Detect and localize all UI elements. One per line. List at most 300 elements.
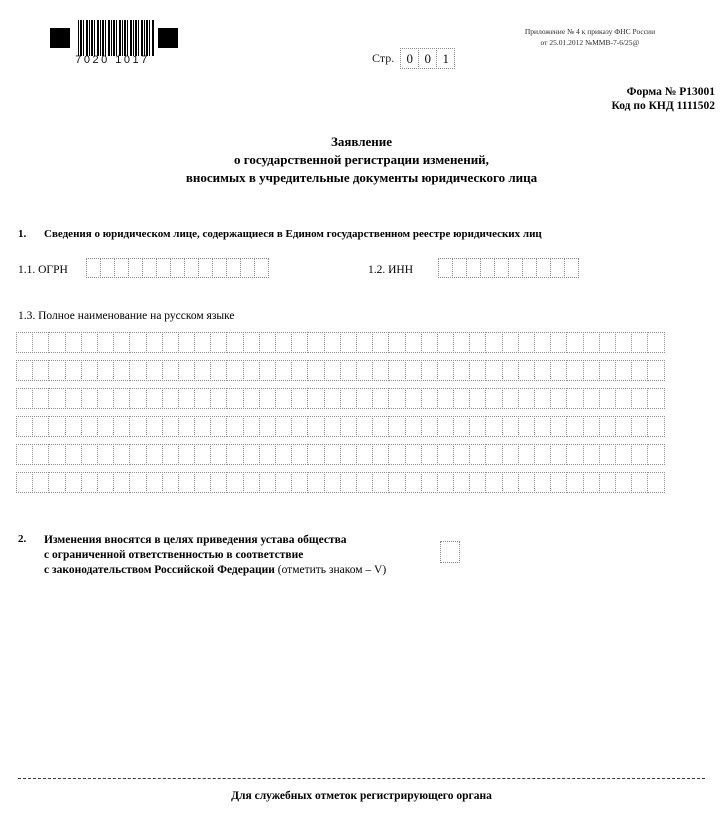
- full-name-cell[interactable]: [97, 332, 114, 353]
- full-name-row[interactable]: [16, 444, 664, 465]
- full-name-cell[interactable]: [194, 472, 211, 493]
- full-name-cell[interactable]: [388, 332, 405, 353]
- full-name-cell[interactable]: [421, 416, 438, 437]
- full-name-cell[interactable]: [631, 416, 648, 437]
- full-name-cell[interactable]: [275, 388, 292, 409]
- full-name-cell[interactable]: [291, 472, 308, 493]
- full-name-cell[interactable]: [65, 360, 82, 381]
- full-name-cell[interactable]: [485, 388, 502, 409]
- full-name-cell[interactable]: [485, 360, 502, 381]
- inn-cell[interactable]: [494, 258, 509, 278]
- full-name-cell[interactable]: [113, 416, 130, 437]
- full-name-cell[interactable]: [146, 472, 163, 493]
- full-name-cell[interactable]: [485, 472, 502, 493]
- inn-input[interactable]: [438, 258, 578, 278]
- full-name-cell[interactable]: [97, 472, 114, 493]
- full-name-cell[interactable]: [502, 472, 519, 493]
- full-name-cell[interactable]: [291, 360, 308, 381]
- full-name-cell[interactable]: [340, 472, 357, 493]
- full-name-cell[interactable]: [162, 388, 179, 409]
- page-number-digit[interactable]: 1: [436, 48, 455, 69]
- full-name-cell[interactable]: [469, 416, 486, 437]
- full-name-cell[interactable]: [81, 388, 98, 409]
- full-name-cell[interactable]: [113, 444, 130, 465]
- full-name-cell[interactable]: [388, 388, 405, 409]
- full-name-cell[interactable]: [615, 472, 632, 493]
- ogrn-cell[interactable]: [156, 258, 171, 278]
- full-name-cell[interactable]: [518, 360, 535, 381]
- inn-label: 1.2. ИНН: [368, 264, 414, 276]
- full-name-cell[interactable]: [615, 444, 632, 465]
- full-name-cell[interactable]: [566, 472, 583, 493]
- full-name-cell[interactable]: [453, 472, 470, 493]
- full-name-cell[interactable]: [226, 332, 243, 353]
- full-name-cell[interactable]: [340, 388, 357, 409]
- barcode-bars-icon: [78, 20, 154, 56]
- appendix-note: [465, 26, 715, 48]
- full-name-cell[interactable]: [502, 332, 519, 353]
- full-name-cell[interactable]: [534, 360, 551, 381]
- full-name-cell[interactable]: [210, 360, 227, 381]
- full-name-cell[interactable]: [485, 444, 502, 465]
- full-name-cell[interactable]: [421, 444, 438, 465]
- full-name-cell[interactable]: [210, 388, 227, 409]
- full-name-cell[interactable]: [453, 360, 470, 381]
- full-name-cell[interactable]: [583, 388, 600, 409]
- full-name-cell[interactable]: [16, 360, 33, 381]
- full-name-cell[interactable]: [291, 444, 308, 465]
- full-name-cell[interactable]: [356, 416, 373, 437]
- full-name-cell[interactable]: [129, 444, 146, 465]
- full-name-cell[interactable]: [259, 444, 276, 465]
- full-name-cell[interactable]: [178, 388, 195, 409]
- full-name-cell[interactable]: [421, 360, 438, 381]
- full-name-cell[interactable]: [129, 388, 146, 409]
- full-name-cell[interactable]: [453, 444, 470, 465]
- full-name-cell[interactable]: [647, 388, 664, 409]
- full-name-cell[interactable]: [437, 388, 454, 409]
- full-name-cell[interactable]: [599, 444, 616, 465]
- full-name-cell[interactable]: [421, 472, 438, 493]
- inn-cell[interactable]: [550, 258, 565, 278]
- full-name-cell[interactable]: [129, 360, 146, 381]
- full-name-cell[interactable]: [48, 416, 65, 437]
- full-name-cell[interactable]: [81, 332, 98, 353]
- full-name-cell[interactable]: [453, 416, 470, 437]
- full-name-cell[interactable]: [194, 416, 211, 437]
- full-name-cell[interactable]: [518, 388, 535, 409]
- full-name-cell[interactable]: [226, 444, 243, 465]
- full-name-cell[interactable]: [178, 416, 195, 437]
- ogrn-cell[interactable]: [100, 258, 115, 278]
- full-name-cell[interactable]: [469, 388, 486, 409]
- full-name-cell[interactable]: [243, 444, 260, 465]
- full-name-cell[interactable]: [405, 444, 422, 465]
- full-name-cell[interactable]: [324, 360, 341, 381]
- full-name-cell[interactable]: [48, 360, 65, 381]
- full-name-cell[interactable]: [65, 444, 82, 465]
- full-name-cell[interactable]: [48, 388, 65, 409]
- full-name-cell[interactable]: [243, 388, 260, 409]
- full-name-cell[interactable]: [437, 332, 454, 353]
- full-name-cell[interactable]: [599, 388, 616, 409]
- full-name-cell[interactable]: [405, 388, 422, 409]
- page-number-field: [372, 48, 454, 69]
- full-name-cell[interactable]: [65, 332, 82, 353]
- full-name-row[interactable]: [16, 472, 664, 493]
- inn-cell[interactable]: [522, 258, 537, 278]
- full-name-cell[interactable]: [226, 416, 243, 437]
- full-name-cell[interactable]: [65, 416, 82, 437]
- full-name-cell[interactable]: [469, 332, 486, 353]
- full-name-cell[interactable]: [615, 416, 632, 437]
- inn-cell[interactable]: [438, 258, 453, 278]
- full-name-cell[interactable]: [550, 388, 567, 409]
- full-name-cell[interactable]: [275, 360, 292, 381]
- full-name-cell[interactable]: [372, 444, 389, 465]
- full-name-cell[interactable]: [259, 360, 276, 381]
- full-name-cell[interactable]: [518, 416, 535, 437]
- full-name-cell[interactable]: [405, 332, 422, 353]
- full-name-cell[interactable]: [146, 444, 163, 465]
- full-name-cell[interactable]: [518, 472, 535, 493]
- full-name-cell[interactable]: [32, 444, 49, 465]
- full-name-cell[interactable]: [631, 360, 648, 381]
- full-name-cell[interactable]: [178, 444, 195, 465]
- full-name-cell[interactable]: [615, 332, 632, 353]
- full-name-cell[interactable]: [32, 416, 49, 437]
- full-name-cell[interactable]: [48, 444, 65, 465]
- full-name-cell[interactable]: [647, 332, 664, 353]
- full-name-row[interactable]: [16, 388, 664, 409]
- full-name-cell[interactable]: [647, 444, 664, 465]
- full-name-cell[interactable]: [356, 444, 373, 465]
- full-name-cell[interactable]: [97, 444, 114, 465]
- full-name-cell[interactable]: [583, 444, 600, 465]
- full-name-cell[interactable]: [81, 360, 98, 381]
- page-title: [0, 133, 723, 187]
- full-name-cell[interactable]: [324, 444, 341, 465]
- full-name-cell[interactable]: [48, 472, 65, 493]
- barcode-digits: 7020 1017: [75, 54, 150, 66]
- full-name-cell[interactable]: [437, 472, 454, 493]
- full-name-cell[interactable]: [113, 360, 130, 381]
- full-name-cell[interactable]: [566, 444, 583, 465]
- inn-cell[interactable]: [480, 258, 495, 278]
- full-name-cell[interactable]: [275, 472, 292, 493]
- full-name-cell[interactable]: [599, 360, 616, 381]
- full-name-cell[interactable]: [210, 444, 227, 465]
- full-name-cell[interactable]: [113, 332, 130, 353]
- full-name-row[interactable]: [16, 332, 664, 353]
- full-name-cell[interactable]: [162, 332, 179, 353]
- full-name-cell[interactable]: [146, 416, 163, 437]
- ogrn-cell[interactable]: [142, 258, 157, 278]
- full-name-cell[interactable]: [372, 332, 389, 353]
- ogrn-cell[interactable]: [184, 258, 199, 278]
- full-name-cell[interactable]: [437, 416, 454, 437]
- full-name-cell[interactable]: [146, 332, 163, 353]
- full-name-cell[interactable]: [291, 416, 308, 437]
- full-name-cell[interactable]: [583, 416, 600, 437]
- full-name-cell[interactable]: [518, 332, 535, 353]
- full-name-cell[interactable]: [324, 472, 341, 493]
- full-name-cell[interactable]: [307, 388, 324, 409]
- full-name-cell[interactable]: [226, 472, 243, 493]
- full-name-cell[interactable]: [340, 360, 357, 381]
- full-name-cell[interactable]: [469, 472, 486, 493]
- section-2-note: (отметить знаком – V): [277, 564, 387, 576]
- page-title-line-1: Заявление: [330, 134, 393, 149]
- full-name-cell[interactable]: [243, 416, 260, 437]
- full-name-cell[interactable]: [534, 416, 551, 437]
- full-name-cell[interactable]: [307, 416, 324, 437]
- full-name-row[interactable]: [16, 360, 664, 381]
- full-name-cell[interactable]: [453, 388, 470, 409]
- footer-divider: [18, 778, 705, 779]
- full-name-cell[interactable]: [275, 332, 292, 353]
- full-name-cell[interactable]: [502, 388, 519, 409]
- full-name-cell[interactable]: [129, 472, 146, 493]
- full-name-cell[interactable]: [615, 360, 632, 381]
- full-name-cell[interactable]: [388, 360, 405, 381]
- full-name-cell[interactable]: [550, 360, 567, 381]
- full-name-cell[interactable]: [583, 332, 600, 353]
- full-name-cell[interactable]: [502, 360, 519, 381]
- full-name-cell[interactable]: [81, 444, 98, 465]
- full-name-cell[interactable]: [340, 332, 357, 353]
- full-name-cell[interactable]: [178, 332, 195, 353]
- full-name-cell[interactable]: [65, 472, 82, 493]
- full-name-cell[interactable]: [356, 360, 373, 381]
- ogrn-cell[interactable]: [128, 258, 143, 278]
- full-name-cell[interactable]: [599, 416, 616, 437]
- full-name-cell[interactable]: [631, 472, 648, 493]
- full-name-cell[interactable]: [178, 472, 195, 493]
- full-name-cell[interactable]: [405, 472, 422, 493]
- full-name-cell[interactable]: [631, 332, 648, 353]
- full-name-cell[interactable]: [372, 388, 389, 409]
- full-name-cell[interactable]: [485, 416, 502, 437]
- ogrn-cell[interactable]: [198, 258, 213, 278]
- full-name-cell[interactable]: [162, 360, 179, 381]
- full-name-cell[interactable]: [146, 388, 163, 409]
- full-name-cell[interactable]: [81, 416, 98, 437]
- ogrn-cell[interactable]: [240, 258, 255, 278]
- full-name-cell[interactable]: [243, 472, 260, 493]
- inn-cell[interactable]: [508, 258, 523, 278]
- full-name-cell[interactable]: [16, 388, 33, 409]
- full-name-cell[interactable]: [32, 332, 49, 353]
- full-name-cell[interactable]: [405, 416, 422, 437]
- full-name-cell[interactable]: [259, 388, 276, 409]
- full-name-cell[interactable]: [129, 416, 146, 437]
- full-name-cell[interactable]: [437, 444, 454, 465]
- full-name-cell[interactable]: [129, 332, 146, 353]
- appendix-note-line-2: от 25.01.2012 №ММВ-7-6/25@: [540, 38, 640, 47]
- full-name-label: 1.3. Полное наименование на русском языке: [18, 310, 235, 322]
- full-name-cell[interactable]: [340, 444, 357, 465]
- full-name-cell[interactable]: [113, 472, 130, 493]
- full-name-cell[interactable]: [372, 472, 389, 493]
- section-2-checkbox[interactable]: [440, 541, 460, 563]
- full-name-input[interactable]: [16, 332, 664, 500]
- full-name-cell[interactable]: [566, 332, 583, 353]
- full-name-cell[interactable]: [291, 388, 308, 409]
- full-name-cell[interactable]: [210, 332, 227, 353]
- section-2-line-3: с законодательством Российской Федерации: [44, 564, 275, 576]
- full-name-cell[interactable]: [81, 472, 98, 493]
- full-name-cell[interactable]: [534, 332, 551, 353]
- full-name-cell[interactable]: [275, 444, 292, 465]
- full-name-cell[interactable]: [534, 388, 551, 409]
- full-name-cell[interactable]: [566, 416, 583, 437]
- full-name-cell[interactable]: [307, 360, 324, 381]
- full-name-cell[interactable]: [647, 472, 664, 493]
- ogrn-cell[interactable]: [226, 258, 241, 278]
- full-name-cell[interactable]: [647, 416, 664, 437]
- ogrn-cell[interactable]: [114, 258, 129, 278]
- full-name-cell[interactable]: [307, 472, 324, 493]
- full-name-cell[interactable]: [469, 444, 486, 465]
- full-name-row[interactable]: [16, 416, 664, 437]
- full-name-cell[interactable]: [307, 444, 324, 465]
- ogrn-cell[interactable]: [86, 258, 101, 278]
- barcode-marker-right-icon: [158, 28, 178, 48]
- full-name-cell[interactable]: [97, 360, 114, 381]
- appendix-note-line-1: Приложение № 4 к приказу ФНС России: [524, 27, 656, 36]
- full-name-cell[interactable]: [259, 472, 276, 493]
- full-name-cell[interactable]: [356, 332, 373, 353]
- full-name-cell[interactable]: [356, 388, 373, 409]
- full-name-cell[interactable]: [178, 360, 195, 381]
- full-name-cell[interactable]: [146, 360, 163, 381]
- full-name-cell[interactable]: [194, 444, 211, 465]
- ogrn-cell[interactable]: [170, 258, 185, 278]
- full-name-cell[interactable]: [599, 472, 616, 493]
- full-name-cell[interactable]: [194, 360, 211, 381]
- section-2-line-3-wrapper: [44, 563, 386, 578]
- full-name-cell[interactable]: [226, 360, 243, 381]
- full-name-cell[interactable]: [550, 472, 567, 493]
- page-title-line-3: вносимых в учредительные документы юридического лица: [185, 170, 538, 185]
- full-name-cell[interactable]: [599, 332, 616, 353]
- full-name-cell[interactable]: [194, 388, 211, 409]
- full-name-cell[interactable]: [32, 388, 49, 409]
- full-name-cell[interactable]: [16, 472, 33, 493]
- full-name-cell[interactable]: [162, 444, 179, 465]
- page-number-cells[interactable]: [400, 48, 454, 69]
- full-name-cell[interactable]: [631, 388, 648, 409]
- full-name-cell[interactable]: [469, 360, 486, 381]
- full-name-cell[interactable]: [615, 388, 632, 409]
- full-name-cell[interactable]: [259, 416, 276, 437]
- form-code-block: [515, 85, 715, 113]
- page-number-label: Стр.: [372, 51, 395, 65]
- full-name-cell[interactable]: [97, 416, 114, 437]
- full-name-cell[interactable]: [16, 416, 33, 437]
- full-name-cell[interactable]: [275, 416, 292, 437]
- full-name-cell[interactable]: [356, 472, 373, 493]
- full-name-cell[interactable]: [566, 360, 583, 381]
- section-2-line-1: Изменения вносятся в целях приведения устава общества: [44, 534, 347, 546]
- ogrn-input[interactable]: [86, 258, 268, 278]
- full-name-cell[interactable]: [259, 332, 276, 353]
- full-name-cell[interactable]: [243, 332, 260, 353]
- full-name-cell[interactable]: [372, 416, 389, 437]
- full-name-cell[interactable]: [485, 332, 502, 353]
- full-name-cell[interactable]: [324, 388, 341, 409]
- full-name-cell[interactable]: [97, 388, 114, 409]
- full-name-cell[interactable]: [518, 444, 535, 465]
- full-name-cell[interactable]: [324, 332, 341, 353]
- full-name-cell[interactable]: [16, 444, 33, 465]
- full-name-cell[interactable]: [388, 444, 405, 465]
- page-number-digit[interactable]: 0: [400, 48, 419, 69]
- full-name-cell[interactable]: [388, 472, 405, 493]
- full-name-cell[interactable]: [550, 416, 567, 437]
- inn-cell[interactable]: [564, 258, 579, 278]
- full-name-cell[interactable]: [32, 360, 49, 381]
- section-2-line-2: с ограниченной ответственностью в соответствие: [44, 549, 304, 561]
- full-name-cell[interactable]: [534, 472, 551, 493]
- full-name-cell[interactable]: [210, 472, 227, 493]
- full-name-cell[interactable]: [113, 388, 130, 409]
- full-name-cell[interactable]: [550, 332, 567, 353]
- full-name-cell[interactable]: [324, 416, 341, 437]
- full-name-cell[interactable]: [566, 388, 583, 409]
- full-name-cell[interactable]: [502, 444, 519, 465]
- full-name-cell[interactable]: [32, 472, 49, 493]
- full-name-cell[interactable]: [210, 416, 227, 437]
- full-name-cell[interactable]: [48, 332, 65, 353]
- full-name-cell[interactable]: [647, 360, 664, 381]
- full-name-cell[interactable]: [162, 472, 179, 493]
- full-name-cell[interactable]: [502, 416, 519, 437]
- full-name-cell[interactable]: [372, 360, 389, 381]
- inn-cell[interactable]: [452, 258, 467, 278]
- section-1-number: 1.: [18, 228, 27, 240]
- page-number-digit[interactable]: 0: [418, 48, 437, 69]
- full-name-cell[interactable]: [583, 360, 600, 381]
- full-name-cell[interactable]: [437, 360, 454, 381]
- full-name-cell[interactable]: [307, 332, 324, 353]
- ogrn-cell[interactable]: [212, 258, 227, 278]
- page-title-line-2: о государственной регистрации изменений,: [234, 152, 489, 167]
- full-name-cell[interactable]: [243, 360, 260, 381]
- full-name-cell[interactable]: [550, 444, 567, 465]
- full-name-cell[interactable]: [226, 388, 243, 409]
- full-name-cell[interactable]: [421, 388, 438, 409]
- full-name-cell[interactable]: [16, 332, 33, 353]
- full-name-cell[interactable]: [194, 332, 211, 353]
- barcode-marker-left-icon: [50, 28, 70, 48]
- inn-cell[interactable]: [536, 258, 551, 278]
- inn-cell[interactable]: [466, 258, 481, 278]
- full-name-cell[interactable]: [65, 388, 82, 409]
- full-name-cell[interactable]: [405, 360, 422, 381]
- full-name-cell[interactable]: [534, 444, 551, 465]
- full-name-cell[interactable]: [162, 416, 179, 437]
- full-name-cell[interactable]: [583, 472, 600, 493]
- full-name-cell[interactable]: [291, 332, 308, 353]
- full-name-cell[interactable]: [421, 332, 438, 353]
- full-name-cell[interactable]: [340, 416, 357, 437]
- full-name-cell[interactable]: [631, 444, 648, 465]
- full-name-cell[interactable]: [453, 332, 470, 353]
- full-name-cell[interactable]: [388, 416, 405, 437]
- ogrn-cell[interactable]: [254, 258, 269, 278]
